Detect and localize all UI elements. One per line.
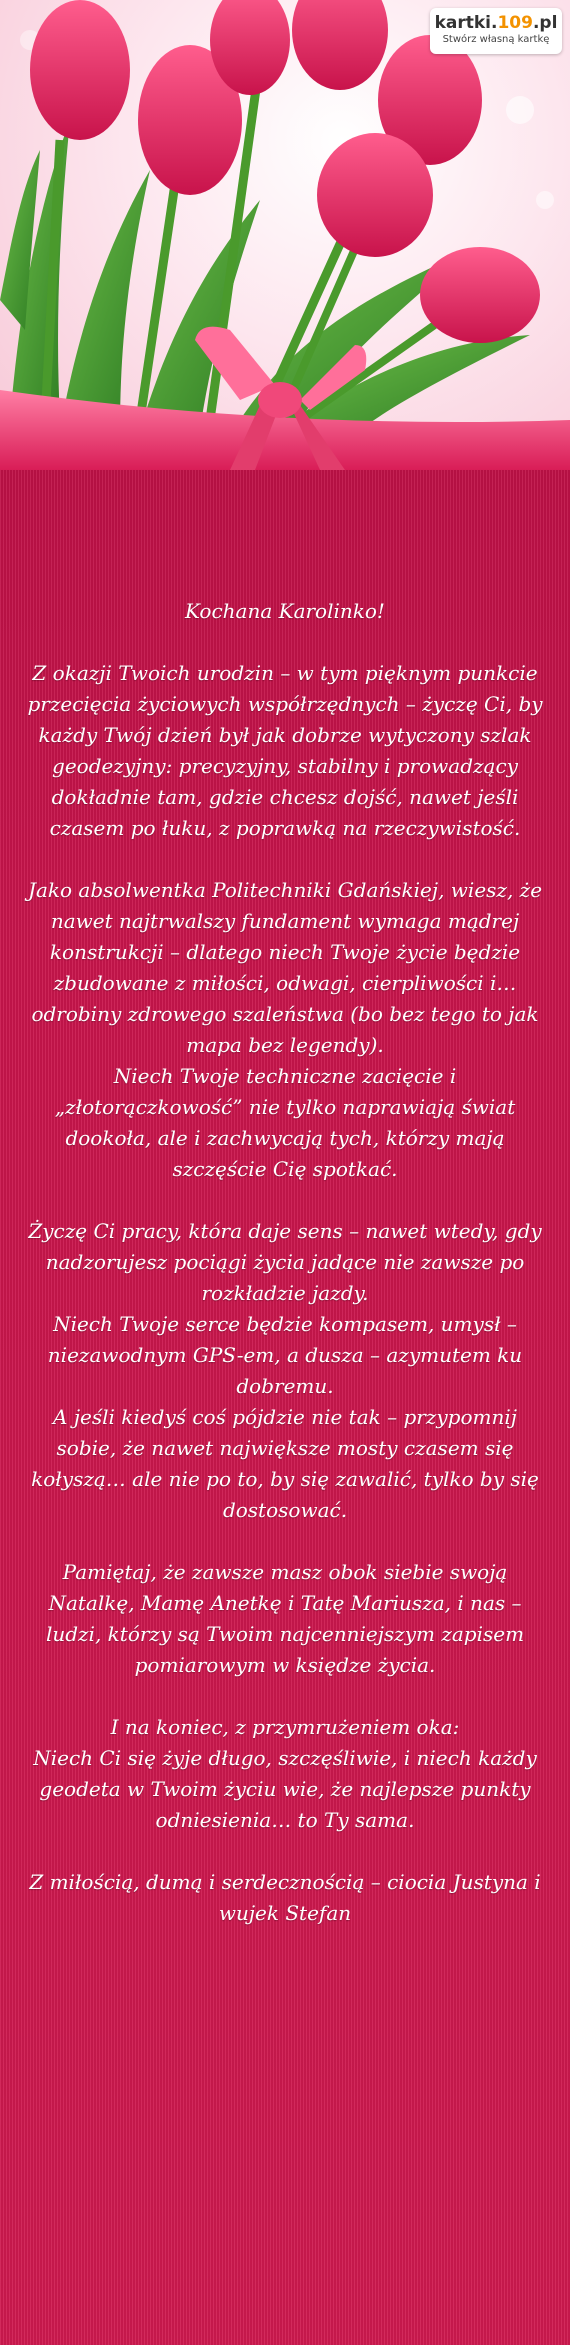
greeting-line: Kochana Karolinko! <box>185 599 385 623</box>
signature-line: Z miłością, dumą i serdecznością – ciocia Justyna i wujek Stefan <box>29 1870 541 1925</box>
card-message <box>22 596 548 1929</box>
message-paragraph-2b: Niech Twoje techniczne zacięcie i „złotorączkowość” nie tylko naprawiają świat dookoła, ale i zachwycają tych, którzy mają szczęście Cię spotkać. <box>54 1064 516 1181</box>
logo-brand: kartki.109.pl <box>434 13 558 33</box>
tulip-bouquet-illustration <box>0 0 570 470</box>
message-paragraph-2a: Jako absolwentka Politechniki Gdańskiej, wiesz, że nawet najtrwalszy fundament wymaga mądrej konstrukcji – dlatego niech Twoje życie będzie zbudowane z miłości, odwagi, cierpliwości i… odrobiny zdrowego szaleństwa (bo bez tego to jak mapa bez legendy). <box>27 878 543 1057</box>
card-header-image <box>0 0 570 470</box>
message-paragraph-5a: I na koniec, z przymrużeniem oka: <box>110 1715 460 1739</box>
message-paragraph-1: Z okazji Twoich urodzin – w tym pięknym punkcie przecięcia życiowych współrzędnych – życzę Ci, by każdy Twój dzień był jak dobrze wytyczony szlak geodezyjny: precyzyjny, stabilny i prowadzący dokładnie tam, gdzie chcesz dojść, nawet jeśli czasem po łuku, z poprawką na rzeczywistość. <box>27 661 543 840</box>
message-paragraph-3b: Niech Twoje serce będzie kompasem, umysł – niezawodnym GPS-em, a dusza – azymutem ku dobremu. <box>47 1312 523 1398</box>
kartki-logo[interactable] <box>430 8 562 54</box>
message-paragraph-5b: Niech Ci się żyje długo, szczęśliwie, i niech każdy geodeta w Twoim życiu wie, że najlepsze punkty odniesienia… to Ty sama. <box>33 1746 537 1832</box>
message-paragraph-4: Pamiętaj, że zawsze masz obok siebie swoją Natalkę, Mamę Anetkę i Tatę Mariusza, i nas – ludzi, którzy są Twoim najcenniejszym zapisem pomiarowym w księdze życia. <box>45 1560 525 1677</box>
message-paragraph-3c: A jeśli kiedyś coś pójdzie nie tak – przypomnij sobie, że nawet największe mosty czasem się kołyszą… ale nie po to, by się zawalić, tylko by się dostosować. <box>31 1405 539 1522</box>
logo-tagline: Stwórz własną kartkę <box>442 34 550 45</box>
message-paragraph-3a: Życzę Ci pracy, która daje sens – nawet wtedy, gdy nadzorujesz pociągi życia jadące nie zawsze po rozkładzie jazdy. <box>28 1219 542 1305</box>
